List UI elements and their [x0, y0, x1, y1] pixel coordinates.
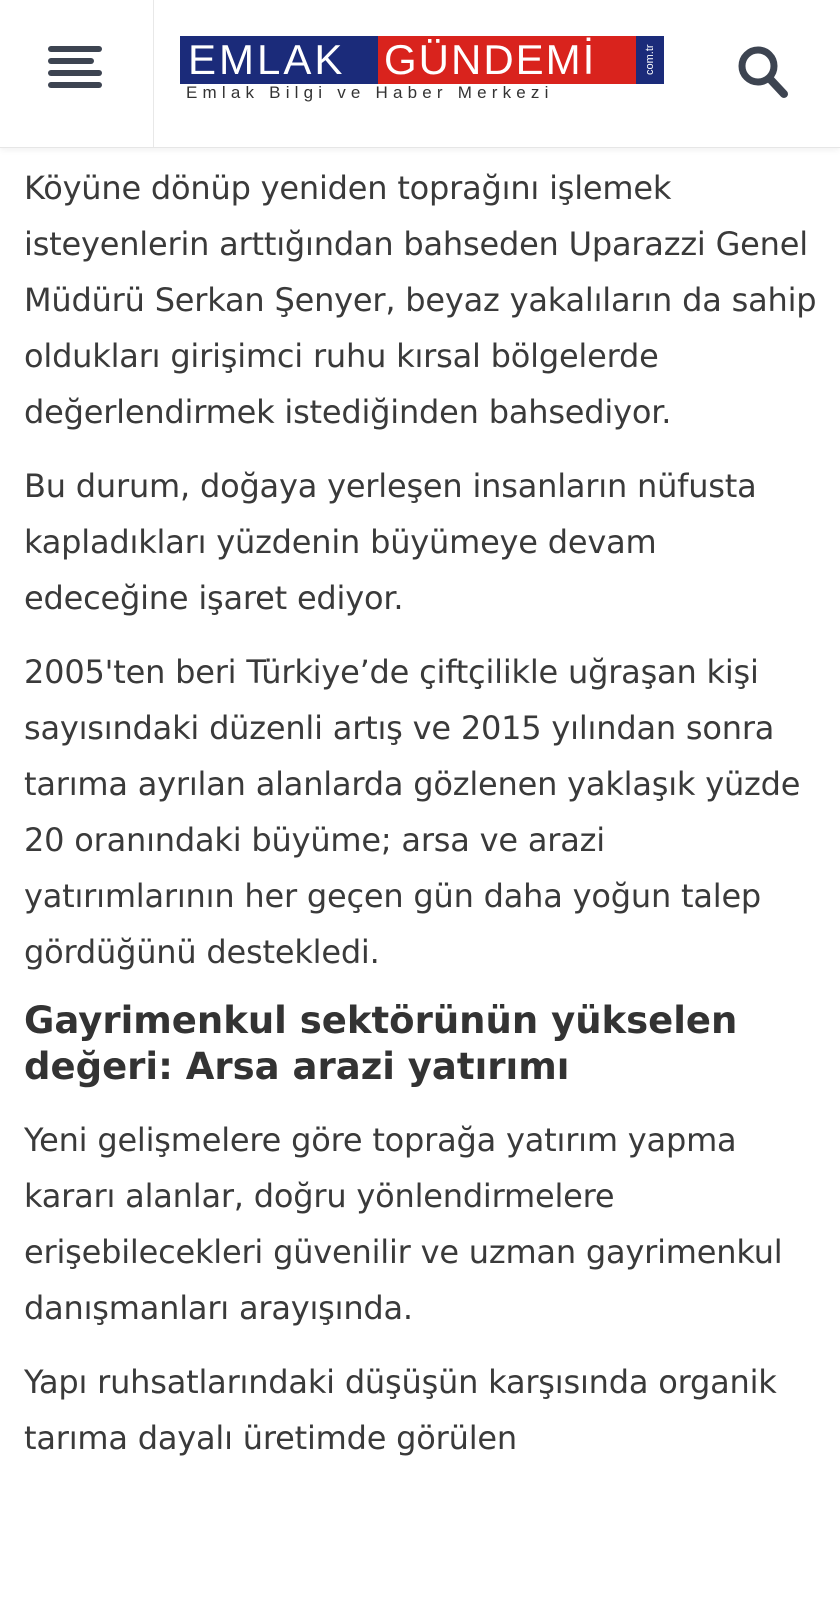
- article-paragraph: Yapı ruhsatlarındaki düşüşün karşısında organik tarıma dayalı üretimde görülen: [24, 1363, 777, 1457]
- search-icon: [736, 44, 790, 100]
- logo-left-text: EMLAK: [180, 36, 378, 84]
- logo-right-text: GÜNDEMİ: [378, 36, 636, 84]
- article-paragraph: Köyüne dönüp yeniden toprağını işlemek isteyenlerin arttığından bahseden Uparazzi Genel Müdürü Serkan Şenyer, beyaz yakalıların da sahip oldukları girişimci ruhu kırsal bölgelerde değerlendirmek istediğinden bahsediyor.: [24, 169, 817, 431]
- logo-bar: [180, 36, 664, 84]
- search-button[interactable]: [726, 36, 796, 106]
- site-header: [0, 0, 840, 148]
- logo-tld: com.tr: [636, 36, 664, 84]
- logo-tagline: Emlak Bilgi ve Haber Merkezi: [186, 83, 554, 102]
- site-logo[interactable]: [180, 36, 664, 106]
- article-body: [24, 160, 824, 1484]
- article-subheading: Gayrimenkul sektörünün yükselen değeri: Arsa arazi yatırımı: [24, 999, 738, 1088]
- article-paragraph: Yeni gelişmelere göre toprağa yatırım yapma kararı alanlar, doğru yönlendirmelere erişebilecekleri güvenilir ve uzman gayrimenkul danışmanları arayışında.: [24, 1121, 783, 1327]
- article-paragraph: Bu durum, doğaya yerleşen insanların nüfusta kapladıkları yüzdenin büyümeye devam edeceğine işaret ediyor.: [24, 467, 757, 617]
- article-paragraph: 2005'ten beri Türkiye’de çiftçilikle uğraşan kişi sayısındaki düzenli artış ve 2015 yılından sonra tarıma ayrılan alanlarda gözlenen yaklaşık yüzde 20 oranındaki büyüme; arsa ve arazi yatırımlarının her geçen gün daha yoğun talep gördüğünü destekledi.: [24, 653, 801, 971]
- hamburger-menu-icon: [46, 44, 104, 90]
- menu-button[interactable]: [0, 0, 154, 147]
